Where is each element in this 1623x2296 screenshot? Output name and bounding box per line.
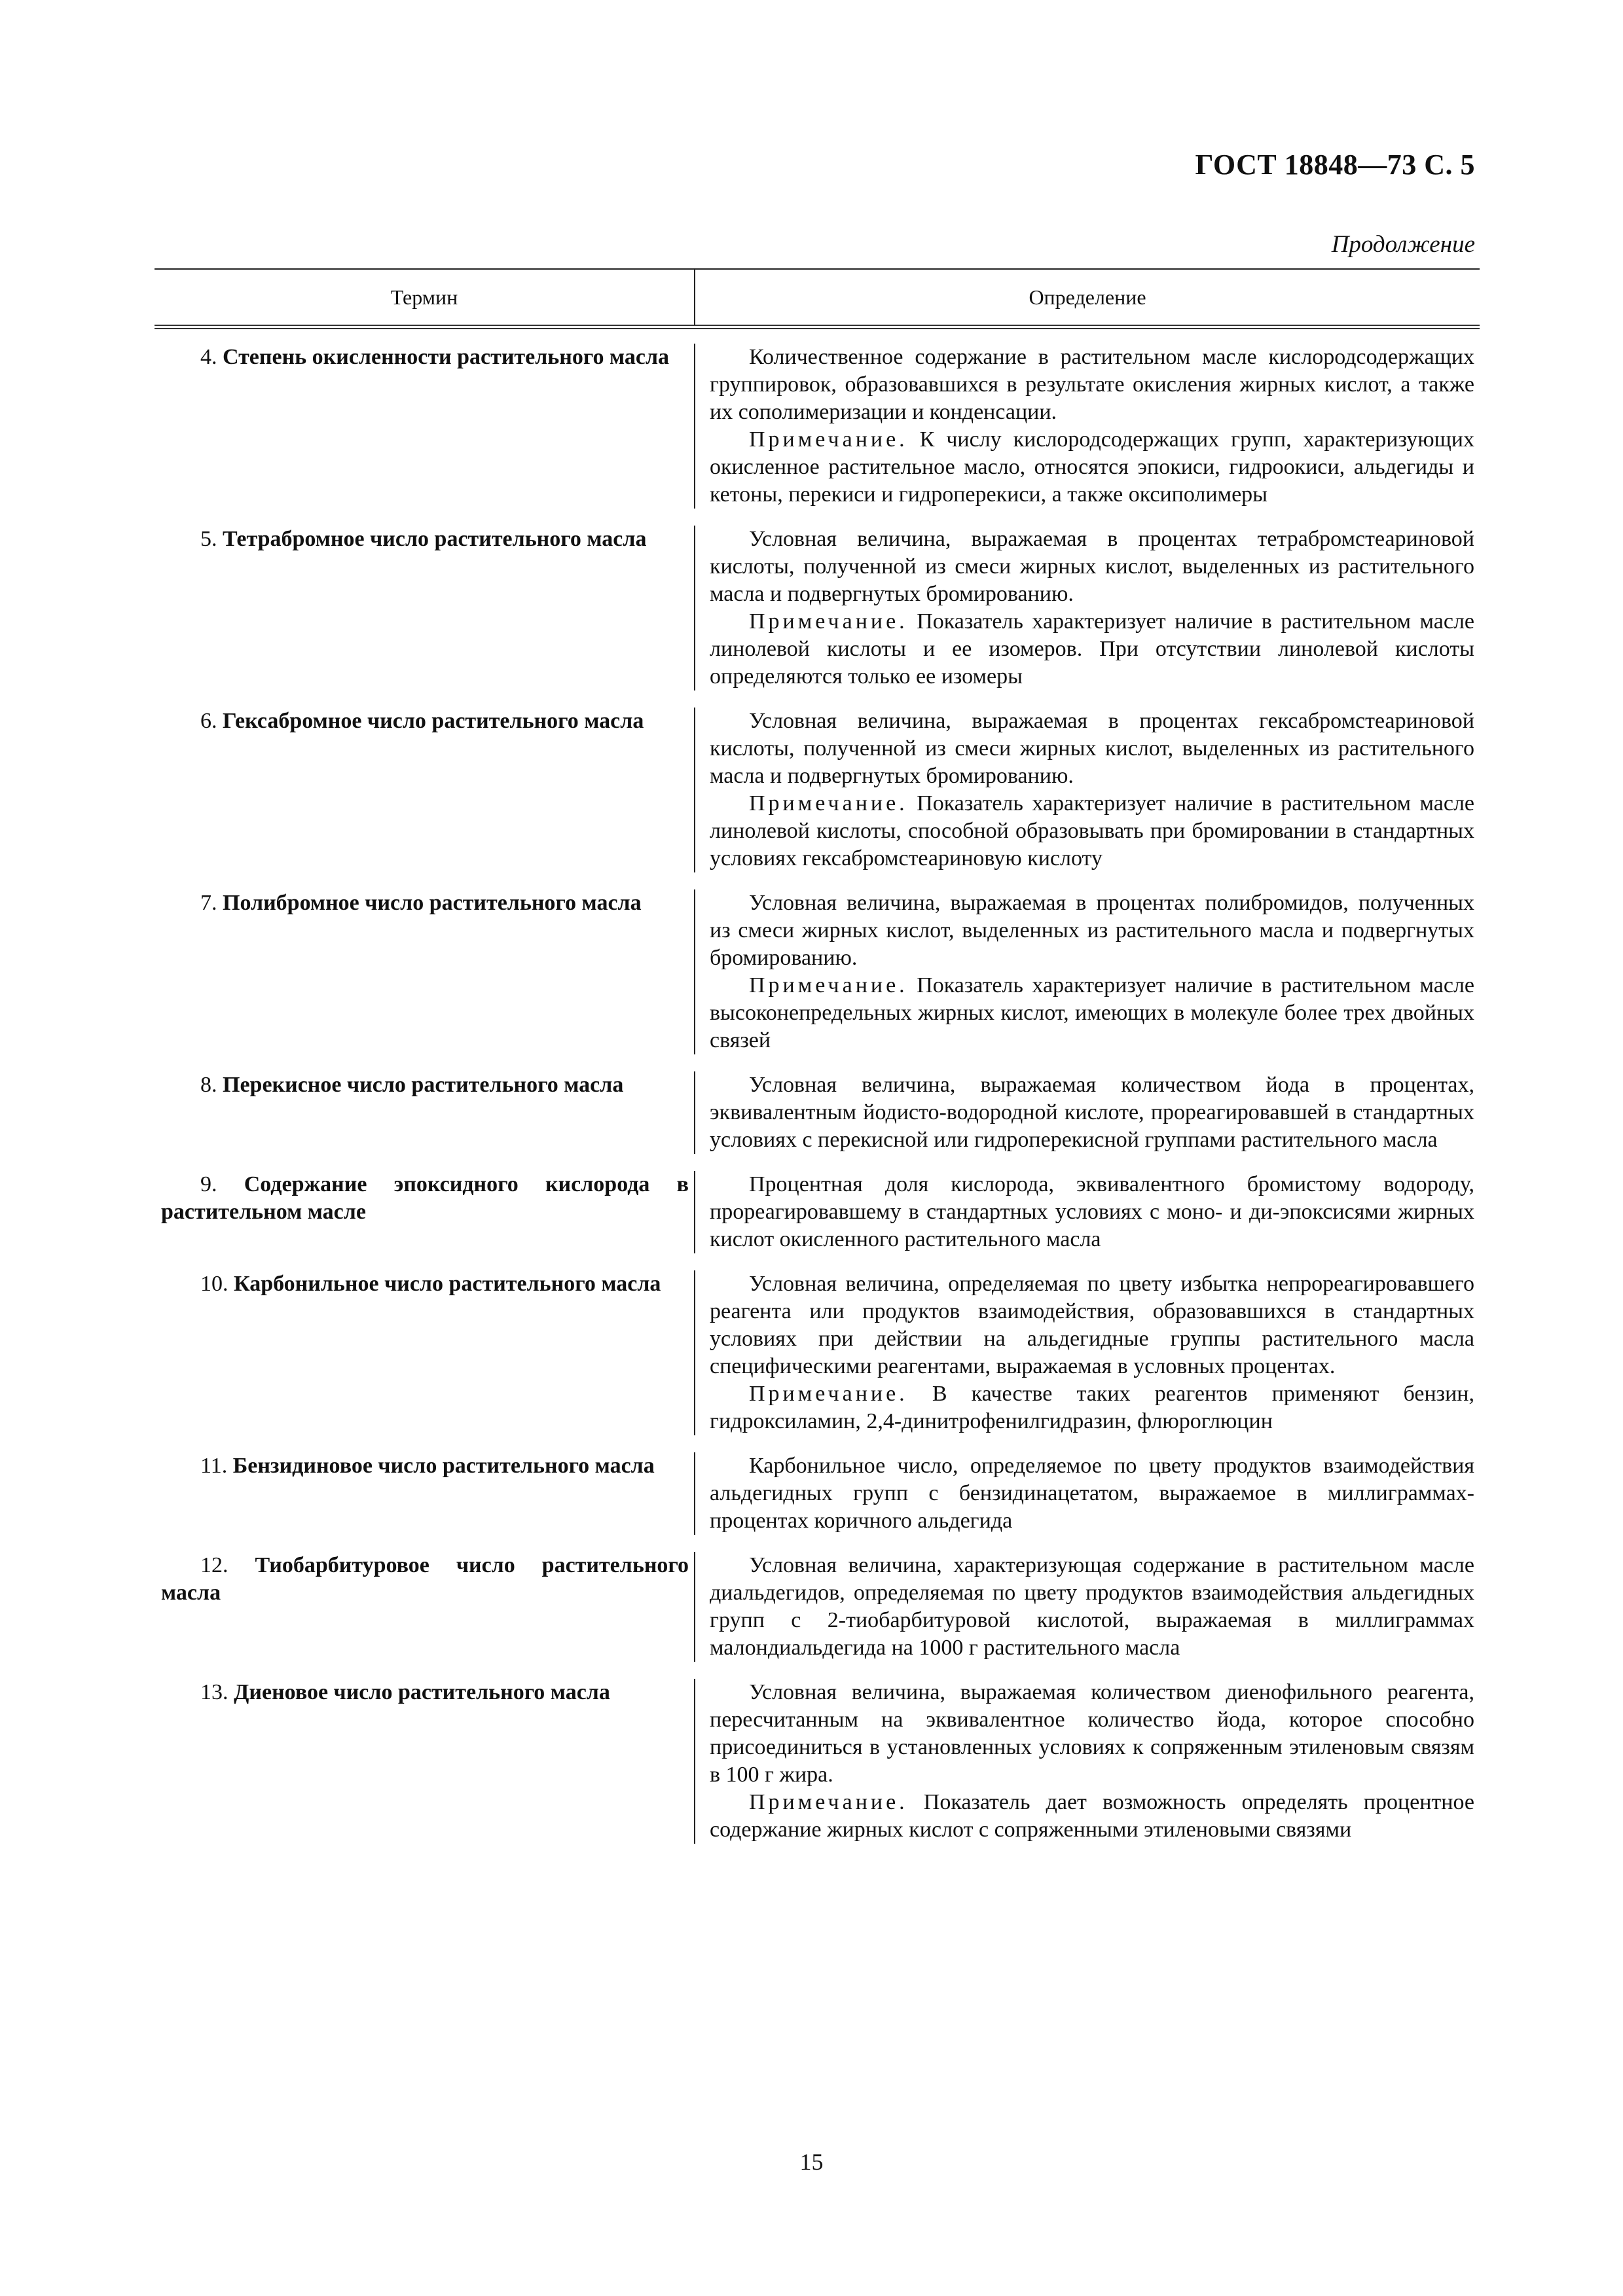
note-text: Показатель характеризует наличие в растительном масле высоконепредельных жирных кислот, имеющих в молекуле более трех двойных связей bbox=[710, 973, 1474, 1052]
term-number: 9. bbox=[200, 1172, 217, 1196]
note-label: Примечание. bbox=[749, 609, 908, 634]
table-row bbox=[155, 1253, 1480, 1435]
definition-text: Условная величина, выражаемая количеством диенофильного реагента, пересчитанным на эквивалентное количество йода, которое способно присоединиться в установленных условиях к сопряженным этиленовым связям в 100 г жира. bbox=[710, 1680, 1474, 1787]
term-cell bbox=[155, 344, 694, 509]
term-name: Полибромное число растительного масла bbox=[223, 891, 642, 915]
note-label: Примечание. bbox=[749, 791, 908, 816]
page-number: 15 bbox=[799, 2149, 824, 2175]
table-row bbox=[155, 509, 1480, 691]
definition-cell bbox=[694, 1452, 1480, 1535]
definition-text: Условная величина, выражаемая в процентах гексабромстеариновой кислоты, полученной из смеси жирных кислот, выделенных из растительного масла и подвергнутых бромированию. bbox=[710, 709, 1474, 788]
definition-note bbox=[710, 426, 1474, 509]
term-cell bbox=[155, 1679, 694, 1844]
table-header bbox=[155, 268, 1480, 329]
definition-cell bbox=[694, 1171, 1480, 1253]
definition-note bbox=[710, 972, 1474, 1054]
table-row bbox=[155, 872, 1480, 1054]
definition-text: Условная величина, выражаемая количеством йода в процентах, эквивалентным йодисто-водородной кислоте, прореагировавшей в стандартных условиях с перекисной или гидроперекисной группами растительного масла bbox=[710, 1073, 1474, 1152]
table-row bbox=[155, 1154, 1480, 1253]
continued-label: Продолжение bbox=[1331, 231, 1475, 258]
definition-note bbox=[710, 608, 1474, 691]
note-label: Примечание. bbox=[749, 427, 908, 452]
note-text: Показатель дает возможность определять процентное содержание жирных кислот с сопряженными этиленовыми связями bbox=[710, 1790, 1474, 1842]
term-cell bbox=[155, 708, 694, 872]
term-cell bbox=[155, 1270, 694, 1435]
note-text: Показатель характеризует наличие в растительном масле линолевой кислоты, способной образовывать при бромировании в стандартных условиях гексабромстеариновую кислоту bbox=[710, 791, 1474, 870]
term-name: Перекисное число растительного масла bbox=[223, 1073, 624, 1097]
definition-text: Условная величина, выражаемая в процентах тетрабромстеариновой кислоты, полученной из смеси жирных кислот, выделенных из растительного масла и подвергнутых бромированию. bbox=[710, 527, 1474, 606]
term-name: Карбонильное число растительного масла bbox=[234, 1272, 661, 1296]
term-name: Гексабромное число растительного масла bbox=[223, 709, 644, 733]
table-row bbox=[155, 1535, 1480, 1662]
term-number: 11. bbox=[200, 1454, 228, 1478]
definition-text: Процентная доля кислорода, эквивалентного бромистому водороду, прореагировавшему в стандартных условиях с моно- и ди-эпоксисями жирных кислот окисленного растительного масла bbox=[710, 1172, 1474, 1251]
term-name: Содержание эпоксидного кислорода в растительном масле bbox=[161, 1172, 689, 1224]
term-name: Тетрабромное число растительного масла bbox=[223, 527, 647, 551]
term-number: 10. bbox=[200, 1272, 228, 1296]
definition-cell bbox=[694, 526, 1480, 691]
definition-cell bbox=[694, 1071, 1480, 1154]
column-header-term: Термин bbox=[155, 270, 695, 325]
definition-text: Количественное содержание в растительном масле кислородсодержащих группировок, образовавшихся в результате окисления жирных кислот, а также их сополимеризации и конденсации. bbox=[710, 345, 1474, 424]
definition-cell bbox=[694, 708, 1480, 872]
table-row bbox=[155, 1435, 1480, 1535]
term-number: 6. bbox=[200, 709, 217, 733]
definition-note bbox=[710, 1380, 1474, 1435]
definition-cell bbox=[694, 344, 1480, 509]
note-text: К числу кислородсодержащих групп, характеризующих окисленное растительное масло, относятся эпокиси, гидроокиси, альдегиды и кетоны, перекиси и гидроперекиси, а также оксиполимеры bbox=[710, 427, 1474, 507]
terms-table bbox=[155, 268, 1480, 1844]
term-number: 13. bbox=[200, 1680, 228, 1704]
table-row bbox=[155, 1662, 1480, 1844]
definition-text: Условная величина, определяемая по цвету избытка непрореагировавшего реагента или продуктов взаимодействия, образовавшихся в стандартных условиях при действии на альдегидные группы растительного масла специфическими реагентами, выражаемая в условных процентах. bbox=[710, 1272, 1474, 1378]
definition-text: Карбонильное число, определяемое по цвету продуктов взаимодействия альдегидных групп с бензидинацетатом, выражаемое в миллиграммах-процентах коричного альдегида bbox=[710, 1454, 1474, 1533]
term-number: 8. bbox=[200, 1073, 217, 1097]
term-number: 4. bbox=[200, 345, 217, 369]
term-name: Бензидиновое число растительного масла bbox=[232, 1454, 655, 1478]
term-number: 12. bbox=[200, 1553, 228, 1577]
note-text: Показатель характеризует наличие в растительном масле линолевой кислоты и ее изомеров. При отсутствии линолевой кислоты определяются только ее изомеры bbox=[710, 609, 1474, 689]
term-cell bbox=[155, 1071, 694, 1154]
term-cell bbox=[155, 526, 694, 691]
note-text: В качестве таких реагентов применяют бензин, гидроксиламин, 2,4-динитрофенилгидразин, флюроглюцин bbox=[710, 1382, 1474, 1433]
note-label: Примечание. bbox=[749, 1790, 908, 1814]
term-name: Степень окисленности растительного масла bbox=[223, 345, 670, 369]
definition-cell bbox=[694, 889, 1480, 1054]
term-name: Тиобарбитуровое число растительного масла bbox=[161, 1553, 689, 1605]
note-label: Примечание. bbox=[749, 973, 908, 997]
column-header-definition: Определение bbox=[1029, 285, 1146, 309]
note-label: Примечание. bbox=[749, 1382, 908, 1406]
definition-cell bbox=[694, 1679, 1480, 1844]
term-number: 7. bbox=[200, 891, 217, 915]
table-row bbox=[155, 1054, 1480, 1154]
term-cell bbox=[155, 1452, 694, 1535]
term-cell bbox=[155, 889, 694, 1054]
definition-note bbox=[710, 790, 1474, 872]
term-cell bbox=[155, 1171, 694, 1253]
standard-header: ГОСТ 18848—73 С. 5 bbox=[1195, 149, 1475, 181]
table-body bbox=[155, 329, 1480, 1844]
table-row bbox=[155, 691, 1480, 872]
definition-text: Условная величина, выражаемая в процентах полибромидов, полученных из смеси жирных кислот, выделенных из растительного масла и подвергнутых бромированию. bbox=[710, 891, 1474, 970]
term-name: Диеновое число растительного масла bbox=[234, 1680, 610, 1704]
term-cell bbox=[155, 1552, 694, 1662]
definition-text: Условная величина, характеризующая содержание в растительном масле диальдегидов, определяемая по цвету продуктов взаимодействия альдегидных групп с 2-тиобарбитуровой кислотой, выражаемая в миллиграммах малондиальдегида на 1000 г растительного масла bbox=[710, 1553, 1474, 1660]
term-number: 5. bbox=[200, 527, 217, 551]
table-row bbox=[155, 329, 1480, 509]
definition-note bbox=[710, 1789, 1474, 1844]
definition-cell bbox=[694, 1270, 1480, 1435]
definition-cell bbox=[694, 1552, 1480, 1662]
